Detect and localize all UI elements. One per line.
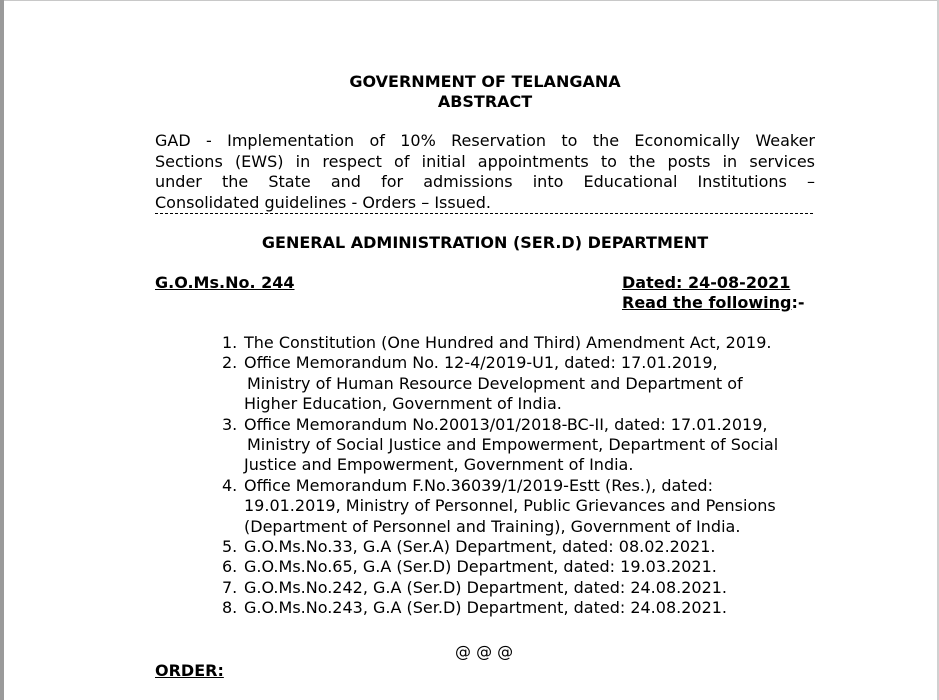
section-separator: @ @ @ [455, 642, 514, 661]
reference-text: Justice and Empowerment, Government of India. [244, 455, 634, 475]
reference-text: The Constitution (One Hundred and Third) Amendment Act, 2019. [244, 333, 772, 352]
subject-line: Sections (EWS) in respect of initial appointments to the posts in services [155, 151, 815, 171]
reference-text: Higher Education, Government of India. [244, 394, 562, 414]
list-item [222, 578, 822, 598]
reference-number: 3. [222, 414, 238, 434]
reference-text: G.O.Ms.No.65, G.A (Ser.D) Department, dated: 19.03.2021. [244, 557, 717, 577]
reference-text: (Department of Personnel and Training), Government of India. [244, 516, 741, 536]
reference-number: 7. [222, 577, 238, 597]
subject-line: under the State and for admissions into Educational Institutions – [155, 172, 815, 191]
order-heading: ORDER: [155, 661, 224, 680]
reference-text: 19.01.2019, Ministry of Personnel, Public Grievances and Pensions [244, 496, 776, 516]
abstract-title: ABSTRACT [437, 92, 533, 111]
reference-text: G.O.Ms.No.243, G.A (Ser.D) Department, dated: 24.08.2021. [244, 598, 728, 618]
reference-number: 1. [222, 333, 238, 352]
go-date: Dated: 24-08-2021 [622, 273, 791, 292]
read-following-suffix: :- [791, 293, 805, 312]
reference-text: Office Memorandum F.No.36039/1/2019-Estt (Res.), dated: [244, 475, 713, 495]
go-number: G.O.Ms.No. 244 [155, 273, 295, 292]
reference-text: Office Memorandum No.20013/01/2018-BC-II, dated: 17.01.2019, [244, 414, 768, 434]
list-item [222, 557, 822, 577]
reference-number: 8. [222, 598, 238, 618]
subject-line: GAD - Implementation of 10% Reservation to the Economically Weaker [155, 131, 815, 150]
read-following-label [622, 293, 805, 313]
list-item [222, 598, 822, 618]
list-item [222, 415, 822, 476]
reference-text: Ministry of Human Resource Development and Department of [247, 373, 743, 393]
subject-line: Consolidated guidelines - Orders – Issued. [155, 192, 491, 212]
department-heading: GENERAL ADMINISTRATION (SER.D) DEPARTMENT [261, 233, 709, 252]
reference-number: 2. [222, 353, 238, 373]
list-item [222, 476, 822, 537]
references-list [222, 333, 822, 619]
reference-number: 4. [222, 475, 238, 495]
reference-text: G.O.Ms.No.33, G.A (Ser.A) Department, dated: 08.02.2021. [244, 537, 716, 557]
subject-paragraph [155, 131, 815, 213]
reference-number: 6. [222, 557, 238, 577]
subject-separator [155, 213, 813, 214]
government-title: GOVERNMENT OF TELANGANA [349, 72, 621, 91]
list-item [222, 537, 822, 557]
reference-number: 5. [222, 537, 238, 557]
reference-text: Ministry of Social Justice and Empowerment, Department of Social [247, 435, 779, 455]
list-item [222, 333, 822, 353]
list-item [222, 353, 822, 414]
read-following-text: Read the following [622, 293, 792, 312]
reference-text: Office Memorandum No. 12-4/2019-U1, dated: 17.01.2019, [244, 353, 718, 373]
reference-text: G.O.Ms.No.242, G.A (Ser.D) Department, dated: 24.08.2021. [244, 577, 728, 597]
